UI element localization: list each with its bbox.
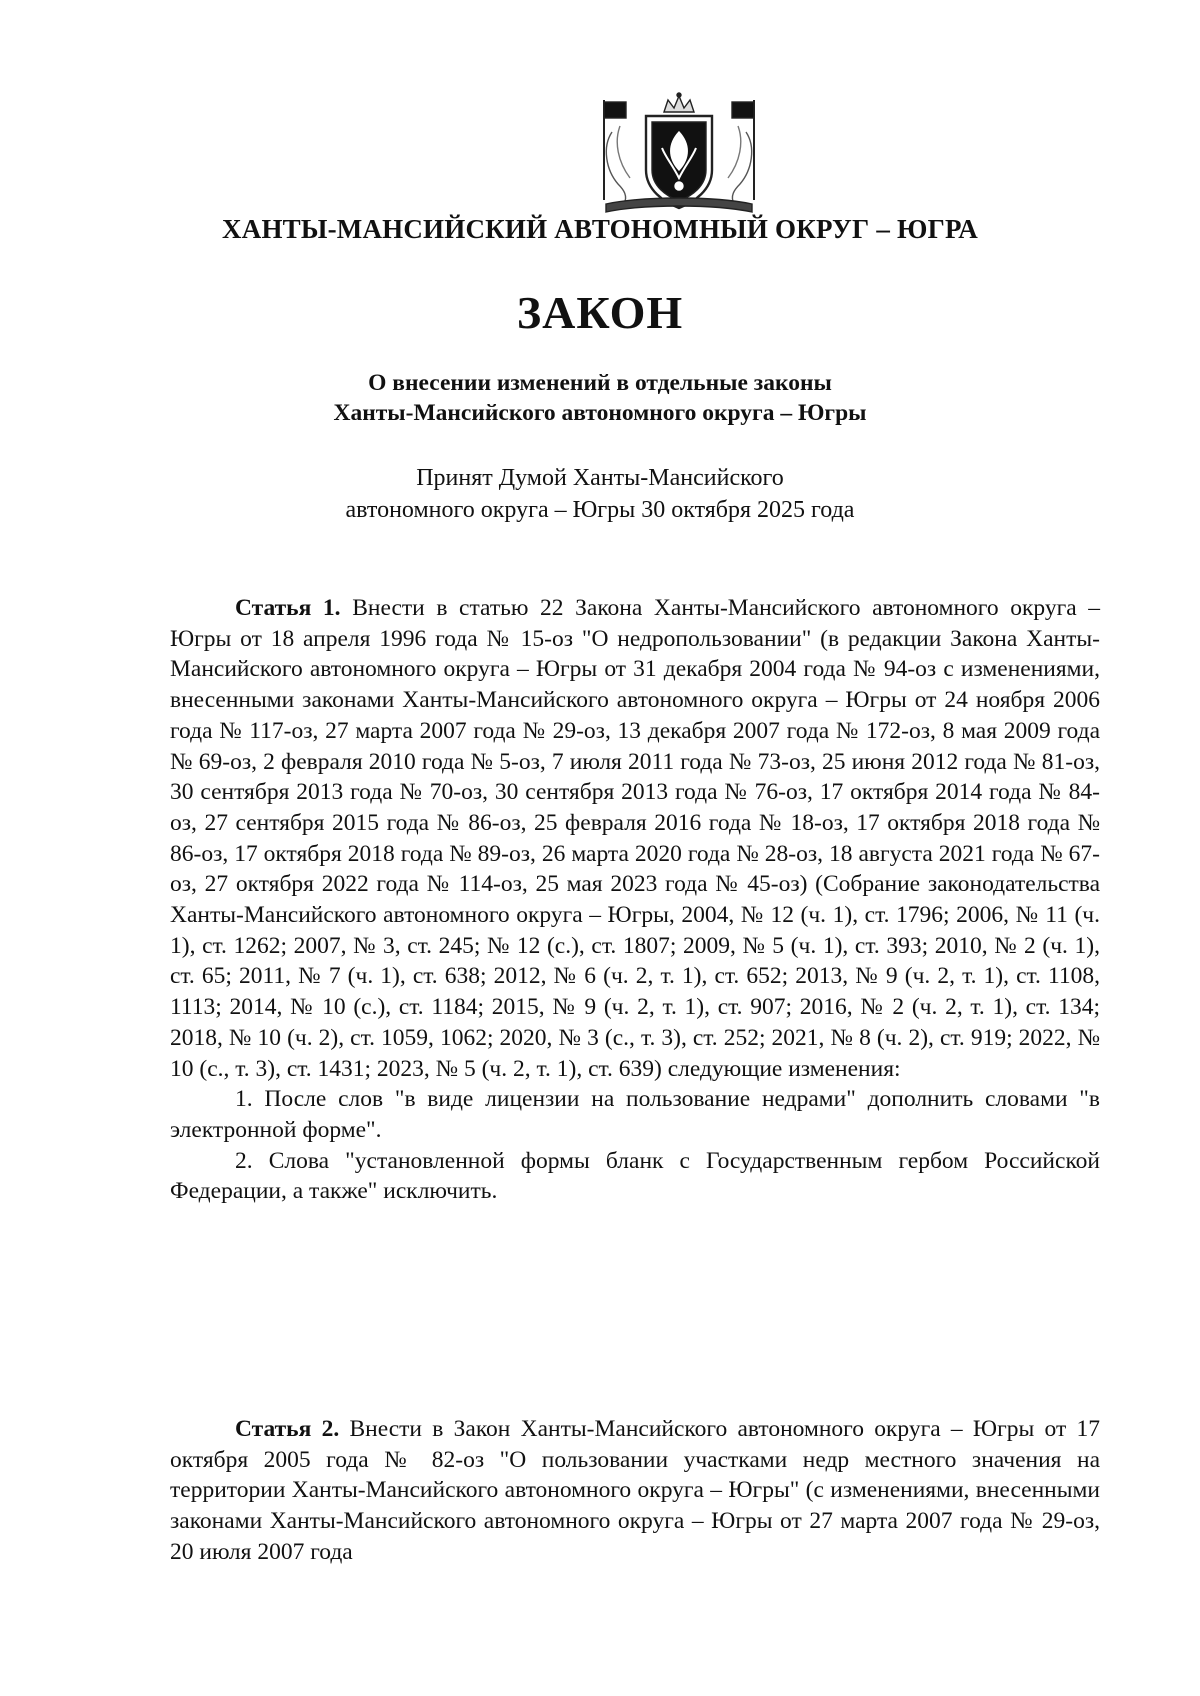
article-1-paragraph	[170, 593, 1100, 1084]
article-2-text: Внести в Закон Ханты-Мансийского автономного округа – Югры от 17 октября 2005 года № 82-оз "О пользовании участками недр местного значения на территории Ханты-Мансийского автономного округа – Югры" (с изменениями, внесенными законами Ханты-Мансийского автономного округа – Югры от 27 марта 2007 года № 29-оз, 20 июля 2007 года	[170, 1416, 1100, 1565]
adoption-note-line-1: Принят Думой Ханты-Мансийского	[416, 465, 784, 491]
document-title	[200, 368, 1000, 428]
article-2-paragraph	[170, 1414, 1100, 1568]
article-2	[170, 1414, 1100, 1568]
article-2-label: Статья 2.	[235, 1416, 340, 1442]
article-1-item-2: 2. Слова "установленной формы бланк с Государственным гербом Российской Федерации, а также" исключить.	[170, 1147, 1100, 1205]
document-title-line-1: О внесении изменений в отдельные законы	[368, 370, 832, 396]
adoption-note	[200, 462, 1000, 526]
adoption-note-line-2: автономного округа – Югры 30 октября 2025 года	[345, 497, 855, 523]
article-1-label: Статья 1.	[235, 595, 341, 621]
region-name: ХАНТЫ-МАНСИЙСКИЙ АВТОНОМНЫЙ ОКРУГ – ЮГРА	[222, 214, 978, 244]
article-1-item-1: 1. После слов "в виде лицензии на пользование недрами" дополнить словами "в электронной форме".	[170, 1086, 1100, 1143]
article-1-text: Внести в статью 22 Закона Ханты-Мансийского автономного округа – Югры от 18 апреля 1996 года № 15-оз "О недропользовании" (в редакции Закона Ханты-Мансийского автономного округа – Югры от 31 декабря 2004 года № 94-оз с изменениями, внесенными законами Ханты-Мансийского автономного округа – Югры от 24 ноября 2006 года № 117-оз, 27 марта 2007 года № 29-оз, 13 декабря 2007 года № 172-оз, 8 мая 2009 года № 69-оз, 2 февраля 2010 года № 5-оз, 7 июля 2011 года № 73-оз, 25 июня 2012 года № 81-оз, 30 сентября 2013 года № 70-оз, 30 сентября 2013 года № 76-оз, 17 октября 2014 года № 84-оз, 27 сентября 2015 года № 86-оз, 25 февраля 2016 года № 18-оз, 17 октября 2018 года № 86-оз, 17 октября 2018 года № 89-оз, 26 марта 2020 года № 28-оз, 18 августа 2021 года № 67-оз, 27 октября 2022 года № 114-оз, 25 мая 2023 года № 45-оз) (Собрание законодательства Ханты-Мансийского автономного округа – Югры, 2004, № 12 (ч. 1), ст. 1796; 2006, № 11 (ч. 1), ст. 1262; 2007, № 3, ст. 245; № 12 (с.), ст. 1807; 2009, № 5 (ч. 1), ст. 393; 2010, № 2 (ч. 1), ст. 65; 2011, № 7 (ч. 1), ст. 638; 2012, № 6 (ч. 2, т. 1), ст. 652; 2013, № 9 (ч. 2, т. 1), ст. 1108, 1113; 2014, № 10 (с.), ст. 1184; 2015, № 9 (ч. 2, т. 1), ст. 907; 2016, № 2 (ч. 2, т. 1), ст. 134; 2018, № 10 (ч. 2), ст. 1059, 1062; 2020, № 3 (с., т. 3), ст. 252; 2021, № 8 (ч. 2), ст. 919; 2022, № 10 (с., т. 3), ст. 1431; 2023, № 5 (ч. 2, т. 1), ст. 639) следующие изменения:	[170, 595, 1101, 1082]
coat-of-arms-emblem	[584, 92, 774, 220]
document-title-line-2: Ханты-Мансийского автономного округа – Югры	[333, 400, 867, 426]
article-1	[170, 593, 1100, 1207]
document-type: ЗАКОН	[516, 287, 684, 338]
